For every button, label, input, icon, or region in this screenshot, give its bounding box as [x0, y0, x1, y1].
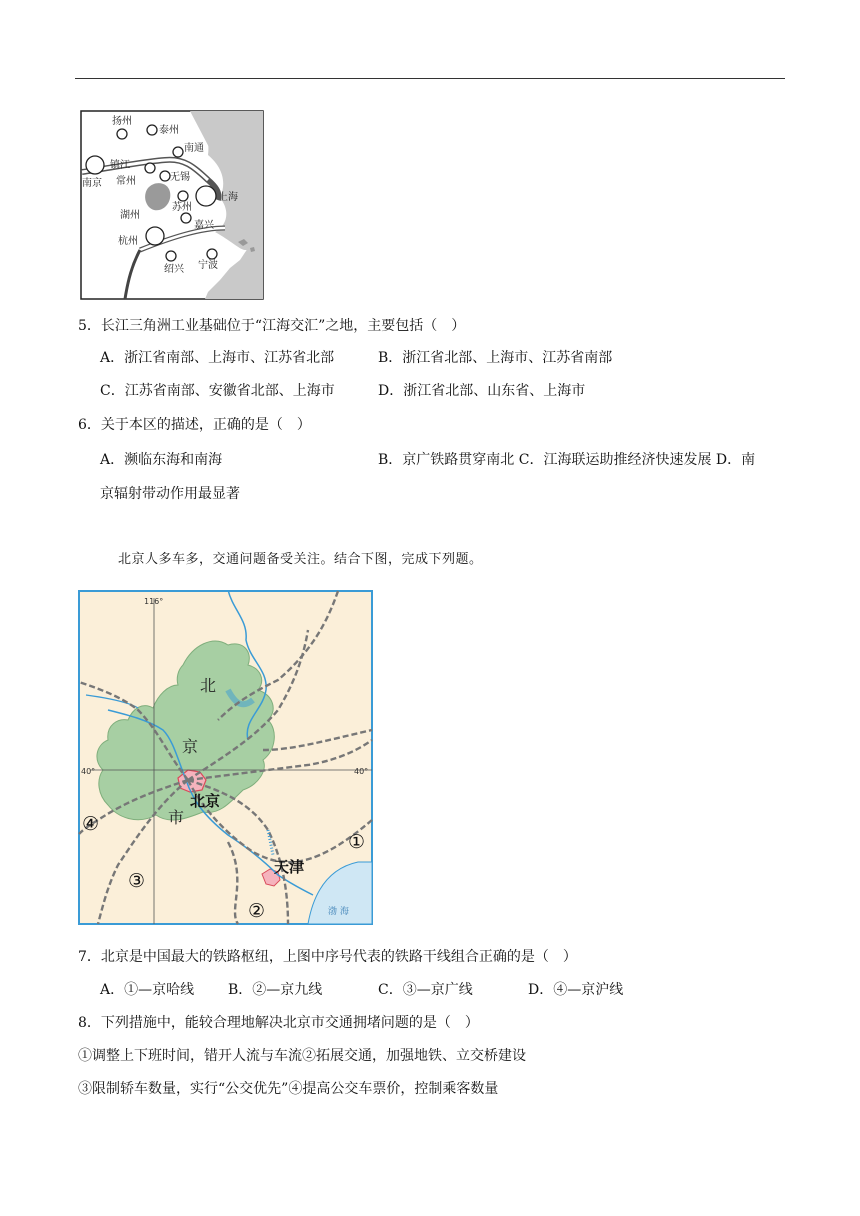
q7-option-d: D．④—京沪线	[528, 982, 624, 998]
city-label-hangzhou: 杭州	[118, 236, 138, 247]
city-label-nanjing: 南京	[82, 178, 102, 189]
q7-stem: 7．北京是中国最大的铁路枢纽，上图中序号代表的铁路干线组合正确的是（ ）	[78, 949, 577, 965]
q7-option-c: C．③—京广线	[378, 982, 473, 998]
q7-option-a: A．①—京哈线	[100, 982, 195, 998]
yangtze-delta-map	[80, 110, 264, 300]
beijing-railway-map	[78, 590, 373, 925]
marker-2: ②	[248, 900, 266, 922]
longitude-label: 116°	[144, 597, 164, 606]
marker-4: ④	[82, 813, 100, 835]
city-label-shanghai: 上海	[218, 192, 238, 203]
region-char-jing: 京	[182, 737, 199, 756]
q5-option-c: C．江苏省南部、安徽省北部、上海市	[100, 383, 335, 399]
q8-stem: 8．下列措施中，能较合理地解决北京市交通拥堵问题的是（ ）	[78, 1015, 479, 1031]
marker-1: ①	[348, 831, 366, 853]
city-label-shaoxing: 绍兴	[164, 264, 184, 275]
q8-choice-line1: ①调整上下班时间，错开人流与车流②拓展交通，加强地铁、立交桥建设	[78, 1048, 526, 1064]
q5-option-d: D．浙江省北部、山东省、上海市	[378, 383, 586, 399]
city-label-nantong: 南通	[184, 143, 204, 154]
section-intro: 北京人多车多，交通问题备受关注。结合下图，完成下列题。	[118, 552, 483, 567]
city-label-zhenjiang: 镇江	[110, 160, 130, 171]
region-char-shi: 市	[168, 808, 185, 827]
header-rule	[75, 78, 785, 79]
city-label-taizhou: 泰州	[159, 125, 179, 136]
q5-option-b: B．浙江省北部、上海市、江苏省南部	[378, 350, 613, 366]
city-label-wuxi: 无锡	[170, 172, 190, 183]
q6-option-d-cont: 京辐射带动作用最显著	[100, 486, 240, 502]
marker-3: ③	[128, 870, 146, 892]
q7-option-b: B．②—京九线	[228, 982, 323, 998]
sea-label-bohai: 渤 海	[328, 907, 349, 917]
city-label-suzhou: 苏州	[172, 202, 192, 213]
q6-stem: 6．关于本区的描述，正确的是（ ）	[78, 417, 311, 433]
city-label-tianjin: 天津	[274, 858, 305, 876]
city-label-beijing: 北京	[190, 792, 221, 810]
latitude-label-right: 40°	[354, 767, 369, 776]
city-label-jiaxing: 嘉兴	[194, 220, 214, 231]
q5-option-a: A．浙江省南部、上海市、江苏省北部	[100, 350, 335, 366]
city-label-huzhou: 湖州	[120, 210, 140, 221]
q6-option-a: A．濒临东海和南海	[100, 452, 223, 468]
city-label-yangzhou: 扬州	[112, 116, 132, 127]
city-label-changzhou: 常州	[116, 176, 136, 187]
q5-stem: 5．长江三角洲工业基础位于“江海交汇”之地，主要包括（ ）	[78, 318, 466, 334]
q8-choice-line2: ③限制轿车数量，实行“公交优先”④提高公交车票价，控制乘客数量	[78, 1081, 499, 1097]
q6-options-bcd: B．京广铁路贯穿南北 C．江海联运助推经济快速发展 D．南	[378, 452, 756, 468]
city-label-ningbo: 宁波	[198, 260, 218, 271]
region-char-bei: 北	[200, 676, 217, 695]
latitude-label-left: 40°	[81, 767, 96, 776]
